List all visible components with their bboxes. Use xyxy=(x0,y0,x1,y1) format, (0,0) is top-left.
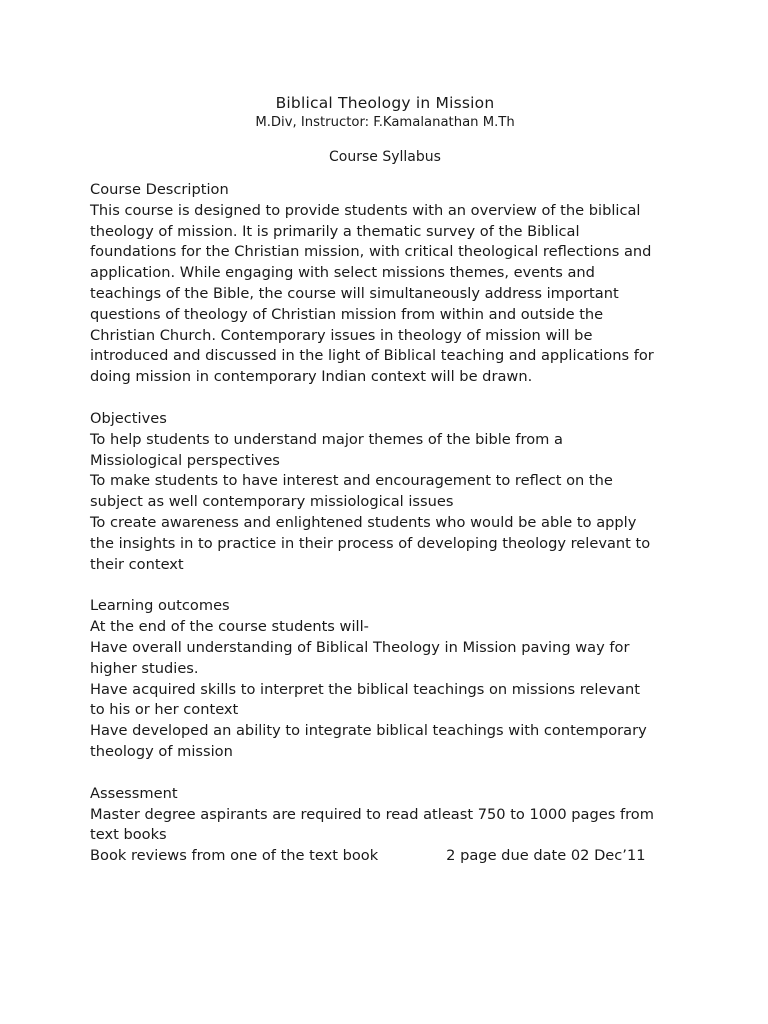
assessment-line: text books xyxy=(90,826,167,844)
paragraph-line: This course is designed to provide students with an overview of the biblical xyxy=(90,201,641,219)
document-header xyxy=(90,92,680,167)
outcome-line: At the end of the course students will- xyxy=(90,618,369,636)
outcome-line: Have acquired skills to interpret the biblical teachings on missions relevant xyxy=(90,680,640,698)
assessment-section xyxy=(90,784,690,867)
book-review-due-date: 2 page due date 02 Dec’11 xyxy=(446,847,646,865)
book-review-label: Book reviews from one of the text book xyxy=(90,847,379,865)
outcome-line: Have overall understanding of Biblical Theology in Mission paving way for xyxy=(90,638,630,656)
paragraph-line: introduced and discussed in the light of Biblical teaching and applications for xyxy=(90,347,654,365)
document-title: Biblical Theology in Mission xyxy=(275,94,495,112)
objective-line: To make students to have interest and encouragement to reflect on the xyxy=(90,472,613,490)
outcome-line: theology of mission xyxy=(90,742,233,760)
objective-line: their context xyxy=(90,555,184,573)
instructor-line: M.Div, Instructor: F.Kamalanathan M.Th xyxy=(255,115,515,130)
course-description-section xyxy=(90,180,690,388)
book-review-row xyxy=(90,846,690,867)
objective-line: the insights in to practice in their process of developing theology relevant to xyxy=(90,534,651,552)
outcome-line: Have developed an ability to integrate biblical teachings with contemporary xyxy=(90,722,647,740)
outcome-line: higher studies. xyxy=(90,659,199,677)
objective-line: Missiological perspectives xyxy=(90,451,280,469)
objective-line: To help students to understand major themes of the bible from a xyxy=(90,430,563,448)
outcome-line: to his or her context xyxy=(90,701,239,719)
paragraph-line: questions of theology of Christian mission from within and outside the xyxy=(90,305,604,323)
course-description-heading: Course Description xyxy=(90,181,229,198)
paragraph-line: foundations for the Christian mission, with critical theological reflections and xyxy=(90,243,652,261)
syllabus-label: Course Syllabus xyxy=(329,149,441,165)
objective-line: To create awareness and enlightened students who would be able to apply xyxy=(90,513,637,531)
paragraph-line: application. While engaging with select missions themes, events and xyxy=(90,264,595,282)
paragraph-line: doing mission in contemporary Indian context will be drawn. xyxy=(90,368,533,386)
paragraph-line: theology of mission. It is primarily a thematic survey of the Biblical xyxy=(90,222,580,240)
learning-outcomes-heading: Learning outcomes xyxy=(90,597,230,615)
learning-outcomes-section xyxy=(90,596,690,762)
assessment-heading: Assessment xyxy=(90,784,178,802)
paragraph-line: Christian Church. Contemporary issues in theology of mission will be xyxy=(90,326,593,344)
syllabus-document xyxy=(90,92,690,867)
assessment-line: Master degree aspirants are required to read atleast 750 to 1000 pages from xyxy=(90,805,654,823)
objectives-heading: Objectives xyxy=(90,409,167,427)
objective-line: subject as well contemporary missiological issues xyxy=(90,493,454,511)
objectives-section xyxy=(90,409,690,575)
paragraph-line: teachings of the Bible, the course will simultaneously address important xyxy=(90,284,619,302)
